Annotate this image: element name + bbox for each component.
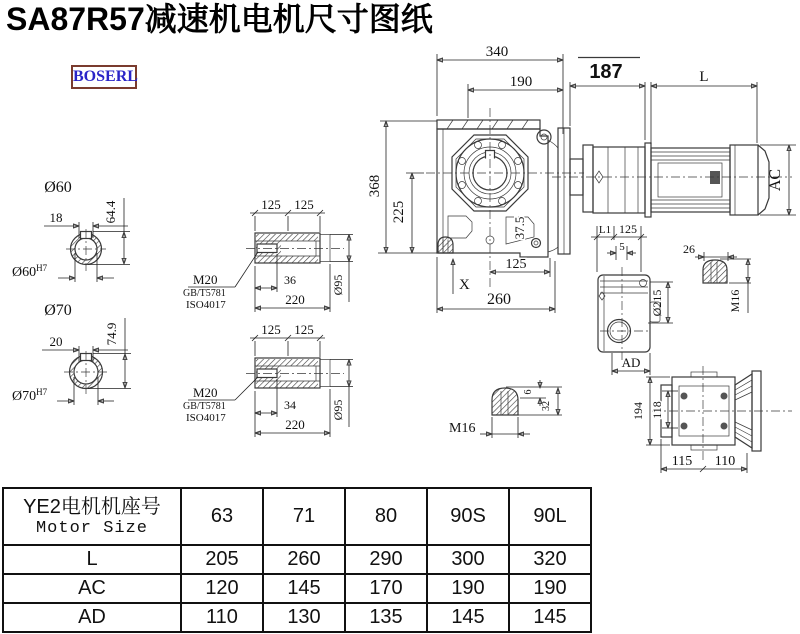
cell: 320 xyxy=(509,545,591,574)
key-detail-bottom xyxy=(449,380,562,438)
hollow1-dim-o95: Ø95 xyxy=(331,274,345,296)
dim-bottom-125: 125 xyxy=(505,257,527,272)
dim-AC: AC xyxy=(767,168,784,192)
cell: 145 xyxy=(509,603,591,632)
table-row-L xyxy=(3,545,591,574)
cell: 120 xyxy=(181,574,263,603)
table-header-cell xyxy=(3,488,181,545)
hollow1-dim-125a: 125 xyxy=(261,197,281,212)
hollow1-dim-220: 220 xyxy=(285,292,305,307)
dim-37-5: 37.5 xyxy=(512,216,527,240)
cell: 205 xyxy=(181,545,263,574)
key-detail-top xyxy=(683,242,751,313)
hollow2-dim-o95: Ø95 xyxy=(331,399,345,421)
motor-top-view xyxy=(631,366,792,473)
shaft60-bore-label xyxy=(12,263,48,280)
table-row-AC xyxy=(3,574,591,603)
col-90l: 90L xyxy=(509,488,591,545)
table-header-row xyxy=(3,488,591,545)
page-title: SA87R57减速机电机尺寸图纸 xyxy=(6,1,433,37)
cell: 145 xyxy=(427,603,509,632)
dim-L1: L1 xyxy=(598,224,612,236)
label-x: X xyxy=(459,277,470,293)
shaft-section-60 xyxy=(12,179,130,282)
dim-L: L xyxy=(699,69,709,85)
boserl-logo: BOSERL xyxy=(71,65,137,89)
cell: 135 xyxy=(345,603,427,632)
cell: 145 xyxy=(263,574,345,603)
col-63: 63 xyxy=(181,488,263,545)
col-71: 71 xyxy=(263,488,345,545)
dim-AD: AD xyxy=(621,355,641,370)
table-row-AD xyxy=(3,603,591,632)
row-label: L xyxy=(3,545,181,574)
hollow1-std1: GB/T5781 xyxy=(183,288,226,299)
dim-110: 110 xyxy=(714,454,736,469)
dim-32: 32 xyxy=(541,401,552,411)
header-cn: YE2电机机座号 xyxy=(23,495,161,518)
shaft-section-70 xyxy=(12,302,131,405)
dim-368: 368 xyxy=(367,174,383,198)
shaft70-label: Ø70 xyxy=(44,302,72,319)
hollow1-std2: ISO4017 xyxy=(186,299,226,311)
cell: 190 xyxy=(427,574,509,603)
cell: 170 xyxy=(345,574,427,603)
hollow2-std1: GB/T5781 xyxy=(183,401,226,412)
row-label: AD xyxy=(3,603,181,632)
cell: 130 xyxy=(263,603,345,632)
motor-side-view xyxy=(548,128,792,254)
label-m16-bottom: M16 xyxy=(449,421,476,436)
dim-side-125: 125 xyxy=(619,222,637,236)
dim-5: 5 xyxy=(619,241,625,253)
dim-260: 260 xyxy=(487,291,511,308)
hollow2-dim-125a: 125 xyxy=(261,322,281,337)
shaft60-bore: Ø60 xyxy=(12,265,37,280)
hollow1-dim-36: 36 xyxy=(284,273,296,287)
hollow2-dim-125b: 125 xyxy=(294,322,314,337)
cell: 110 xyxy=(181,603,263,632)
dim-o215: Ø215 xyxy=(650,289,664,317)
label-m16-top: M16 xyxy=(728,289,742,313)
hollow-shaft-detail-2 xyxy=(183,322,353,437)
dim-187: 187 xyxy=(589,61,623,83)
hollow2-std2: ISO4017 xyxy=(186,412,226,424)
dim-340: 340 xyxy=(485,44,509,60)
hollow2-dim-34: 34 xyxy=(284,398,296,412)
cell: 190 xyxy=(509,574,591,603)
dim-118: 118 xyxy=(650,401,664,419)
cell: 300 xyxy=(427,545,509,574)
shaft60-keywidth: 18 xyxy=(49,210,63,225)
hollow2-dim-220: 220 xyxy=(285,417,305,432)
hollow1-thread: M20 xyxy=(193,272,218,287)
gear-unit-side-view xyxy=(591,222,673,375)
hollow-shaft-detail-1 xyxy=(183,197,353,312)
dim-194: 194 xyxy=(631,402,645,420)
cell: 260 xyxy=(263,545,345,574)
shaft70-bore-label xyxy=(12,387,48,404)
motor-side-dimensions xyxy=(570,58,796,216)
col-90s: 90S xyxy=(427,488,509,545)
header-en: Motor Size xyxy=(35,518,149,538)
row-label: AC xyxy=(3,574,181,603)
dim-225: 225 xyxy=(391,200,407,224)
col-80: 80 xyxy=(345,488,427,545)
dim-6: 6 xyxy=(523,389,534,395)
motor-size-table xyxy=(2,487,592,633)
dim-115: 115 xyxy=(671,454,693,469)
shaft70-height: 74.9 xyxy=(104,322,119,346)
dim-26: 26 xyxy=(683,242,695,256)
hollow2-thread: M20 xyxy=(193,385,218,400)
shaft60-label: Ø60 xyxy=(44,179,72,196)
hollow1-dim-125b: 125 xyxy=(294,197,314,212)
shaft70-bore: Ø70 xyxy=(12,389,37,404)
shaft60-tolerance: H7 xyxy=(36,263,48,273)
gearbox-front-dimensions xyxy=(367,44,563,313)
shaft60-height: 64.4 xyxy=(103,200,118,224)
dim-190: 190 xyxy=(509,74,533,90)
shaft70-tolerance: H7 xyxy=(36,387,48,397)
cell: 290 xyxy=(345,545,427,574)
shaft70-keywidth: 20 xyxy=(49,334,63,349)
